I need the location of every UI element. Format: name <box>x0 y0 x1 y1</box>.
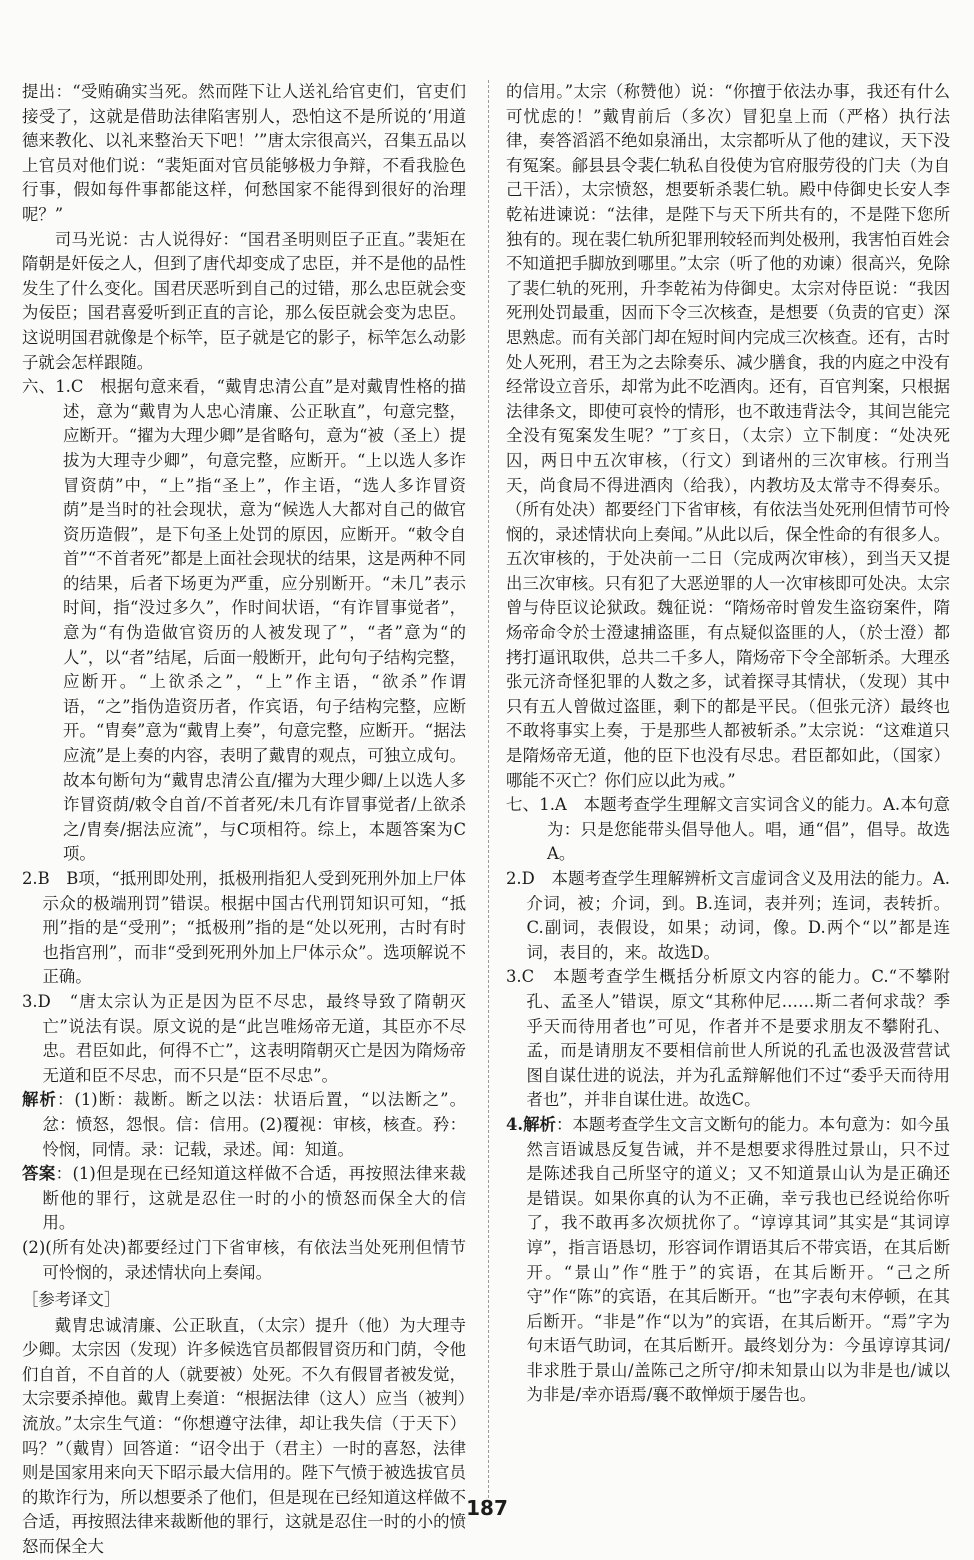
answer-6-1 <box>22 375 466 867</box>
paragraph-text: 2.B B项，“抵刑即处刑，抵极刑指犯人受到死刑外加上尸体示众的极端刑罚”错误。根据中国古代刑罚知识可知，“抵刑”指的是“受刑”；“抵极刑”指的是“处以死刑，古时有时也指宫刑”，而非“受到死刑外加上尸体示众”。选项解说不正确。 <box>22 869 466 987</box>
translation-1 <box>22 1314 466 1560</box>
paragraph-text: ：本题考查学生文言文断句的能力。本句意为：如今虽然言语诚恳反复告诫，并不是想要求得胜过景山，只不过是陈述我自己所坚守的道义；又不知道景山认为是正确还是错误。如果你真的认为不正确，幸亏我也已经说给你听了，我不敢再多次烦扰你了。“谆谆其词”其实是“其词谆谆”，指言语恳切，形容词作谓语其后不带宾语，在其后断开。“景山”作“胜于”的宾语，在其后断开。“己之所守”作“陈”的宾语，在其后断开。“也”字表句末停顿，在其后断开。“非是”作“以为”的宾语，在其后断开。“焉”字为句末语气助词，在其后断开。最终划分为：今虽谆谆其词/非求胜于景山/盖陈己之所守/抑未知景山以为非是也/诚以为非是/幸亦语焉/襄不敢惮烦于屡告也。 <box>526 1114 950 1405</box>
answer-6-2 <box>22 867 466 990</box>
page-number: 187 <box>466 1496 508 1520</box>
answer-label: 答案 <box>22 1164 56 1184</box>
left-column <box>22 80 466 1560</box>
answer-6-3 <box>22 990 466 1088</box>
paragraph-text: ：(1)但是现在已经知道这样做不合适，再按照法律来裁断他的罪行，这就是忍住一时的小的愤怒而保全大的信用。 <box>42 1164 467 1233</box>
reference-translation-label: ［参考译文］ <box>22 1290 121 1310</box>
paragraph-text: 2.D 本题考查学生理解辨析文言虚词含义及用法的能力。A.介词，被；介词，到。B.连词，表并列；连词，表转折。C.副词，表假设，如果；动词，像。D.两个“以”都是连词，表目的，来。故选D。 <box>506 869 950 962</box>
paragraph-text: 戴胄忠诚清廉、公正耿直，（太宗）提升（他）为大理寺少卿。太宗因（发现）许多候选官员都假冒资历和门荫，令他们自首，不自首的人（就要被）处死。不久有假冒者被发觉，太宗要杀掉他。戴胄上奏道：“根据法律（这人）应当（被判）流放。”太宗生气道：“你想遵守法律，却让我失信（于天下）吗？”（戴胄）回答道：“诏令出于（君主）一时的喜怒，法律则是国家用来向天下昭示最大信用的。陛下气愤于被选拔官员的欺诈行为，所以想要杀了他们，但是现在已经知道这样做不合适，再按照法律来裁断他的罪行，这就是忍住一时的小的愤怒而保全大 <box>22 1315 466 1557</box>
paragraph-text: 提出：“受贿确实当死。然而陛下让人送礼给官吏们，官吏们接受了，这就是借助法律陷害别人，恐怕这不是所说的‘用道德来教化、以礼来整治天下吧！’”唐太宗很高兴，召集五品以上官员对他们说：“裴矩面对官员能够极力争辩，不看我脸色行事，假如每件事都能这样，何愁国家不能得到很好的治理呢？” <box>22 82 466 224</box>
column-divider <box>488 80 489 1508</box>
answer-label: 解析 <box>22 1090 57 1110</box>
answer-7-3 <box>506 965 950 1113</box>
answer-7-2 <box>506 867 950 965</box>
translation-2 <box>506 80 950 793</box>
answer-7-1 <box>506 793 950 867</box>
paragraph-text: 3.C 本题考查学生概括分析原文内容的能力。C.“不攀附孔、孟圣人”错误，原文“其称仲尼……斯二者何求哉？季乎天而待用者也”可见，作者并不是要求朋友不攀附孔、孟，而是请朋友不要相信前世人所说的孔孟也汲汲营营试图自谋仕进的说法，并为孔孟辩解他们不过“委乎天而待用者也”，并非自谋仕进。故选C。 <box>506 967 950 1110</box>
answer-6-4-answer-1 <box>22 1162 466 1236</box>
reference-translation-heading <box>22 1285 466 1314</box>
answer-6-4-analysis <box>22 1088 466 1162</box>
paragraph-text: 六、1.C 根据句意来看，“戴胄忠清公直”是对戴胄性格的描述，意为“戴胄为人忠心清廉、公正耿直”，句意完整，应断开。“擢为大理少卿”是省略句，意为“被（圣上）提拔为大理寺少卿”，句意完整，应断开。“上以选人多诈冒资荫”中，“上”指“圣上”，作主语，“选人多诈冒资荫”是当时的社会现状，意为“候选人大都对自己的做官资历造假”，是下句圣上处罚的原因，应断开。“敕令自首”“不首者死”都是上面社会现状的结果，这是两种不同的结果，后者下场更为严重，应分别断开。“未几”表示时间，指“没过多久”，作时间状语，“有诈冒事觉者”，意为“有伪造做官资历的人被发现了”，“者”意为“的人”，以“者”结尾，后面一般断开，此句句子结构完整，应断开。“上欲杀之”，“上”作主语，“欲杀”作谓语，“之”指伪造资历者，作宾语，句子结构完整，应断开。“胄奏”意为“戴胄上奏”，句意完整，应断开。“据法应流”是上奏的内容，表明了戴胄的观点，可独立成句。故本句断句为“戴胄忠清公直/擢为大理少卿/上以选人多诈冒资荫/敕令自首/不首者死/未几有诈冒事觉者/上欲杀之/胄奏/据法应流”，与C项相符。综上，本题答案为C项。 <box>22 377 466 864</box>
paragraph-text: 司马光说：古人说得好：“国君圣明则臣子正直。”裴矩在隋朝是奸佞之人，但到了唐代却变成了忠臣，并不是他的品性发生了什么变化。国君厌恶听到自己的过错，那么忠臣就会变为佞臣；国君喜爱听到正直的言论，那么佞臣就会变为忠臣。这说明国君就像是个标竿，臣子就是它的影子，标竿怎么动影子就会怎样跟随。 <box>22 229 466 372</box>
paragraph-text: 3.D “唐太宗认为正是因为臣不尽忠，最终导致了隋朝灭亡”说法有误。原文说的是“此岂唯炀帝无道，其臣亦不尽忠。君臣如此，何得不亡”，这表明隋朝灭亡是因为隋炀帝无道和臣不尽忠，而不只是“臣不尽忠”。 <box>22 991 466 1085</box>
paragraph-text: ：(1)断：裁断。断之以法：状语后置，“以法断之”。忿：愤怒，怨恨。信：信用。(2)覆视：审核，核查。矜：怜悯，同情。录：记载，录述。闻：知道。 <box>42 1090 466 1159</box>
paragraph-text: 七、1.A 本题考查学生理解文言实词含义的能力。A.本句意为：只是您能带头倡导他人。唱，通“倡”，倡导。故选A。 <box>506 795 950 864</box>
right-column <box>506 80 950 1408</box>
left-para-1 <box>22 80 466 228</box>
answer-6-4-answer-2 <box>22 1236 466 1285</box>
answer-label: 4.解析 <box>506 1114 556 1134</box>
answer-7-4 <box>506 1113 950 1408</box>
left-para-2 <box>22 228 466 376</box>
paragraph-text: 的信用。”太宗（称赞他）说：“你擅于依法办事，我还有什么可忧虑的！”戴胄前后（多次）冒犯皇上而（严格）执行法律，奏答滔滔不绝如泉涌出，太宗都听从了他的建议，天下没有冤案。鄃县县令裴仁轨私自役使为官府服劳役的门夫（为自己干活），太宗愤怒，想要斩杀裴仁轨。殿中侍御史长安人李乾祐进谏说：“法律，是陛下与天下所共有的，不是陛下您所独有的。现在裴仁轨所犯罪刑较轻而判处极刑，我害怕百姓会不知道把手脚放到哪里。”太宗（听了他的劝谏）很高兴，免除了裴仁轨的死刑，升李乾祐为侍御史。太宗对侍臣说：“我因死刑处罚最重，因而下令三次核查，是想要（负责的官吏）深思熟虑。而有关部门却在短时间内完成三次核查。还有，古时处人死刑，君王为之去除奏乐、减少膳食，我的内庭之中没有经常设立音乐，却常为此不吃酒肉。还有，百官判案，只根据法律条文，即使可哀怜的情形，也不敢违背法令，其间岂能完全没有冤案发生呢？”丁亥日，（太宗）立下制度：“处决死囚，两日中五次审核，（行文）到诸州的三次审核。行刑当天，尚食局不得进酒肉（给我），内教坊及太常寺不得奏乐。（所有处决）都要经门下省审核，有依法当处死刑但情节可怜悯的，录述情状向上奏闻。”从此以后，保全性命的有很多人。五次审核的，于处决前一二日（完成两次审核），到当天又提出三次审核。只有犯了大恶逆罪的人一次审核即可处决。太宗曾与侍臣议论狱政。魏征说：“隋炀帝时曾发生盗窃案件，隋炀帝命令於士澄逮捕盗匪，有点疑似盗匪的人，（於士澄）都拷打逼讯取供，总共二千多人，隋炀帝下令全部斩杀。大理丞张元济奇怪犯罪的人数之多，试着探寻其情状，（发现）其中只有五人曾做过盗匪，剩下的都是平民。（但张元济）最终也不敢将事实上奏，于是那些人都被斩杀。”太宗说：“这难道只是隋炀帝无道，他的臣下也没有尽忠。君臣都如此，（国家）哪能不灭亡？你们应以此为戒。” <box>506 82 950 790</box>
paragraph-text: (2)(所有处决)都要经过门下省审核，有依法当处死刑但情节可怜悯的，录述情状向上奏闻。 <box>22 1237 466 1282</box>
